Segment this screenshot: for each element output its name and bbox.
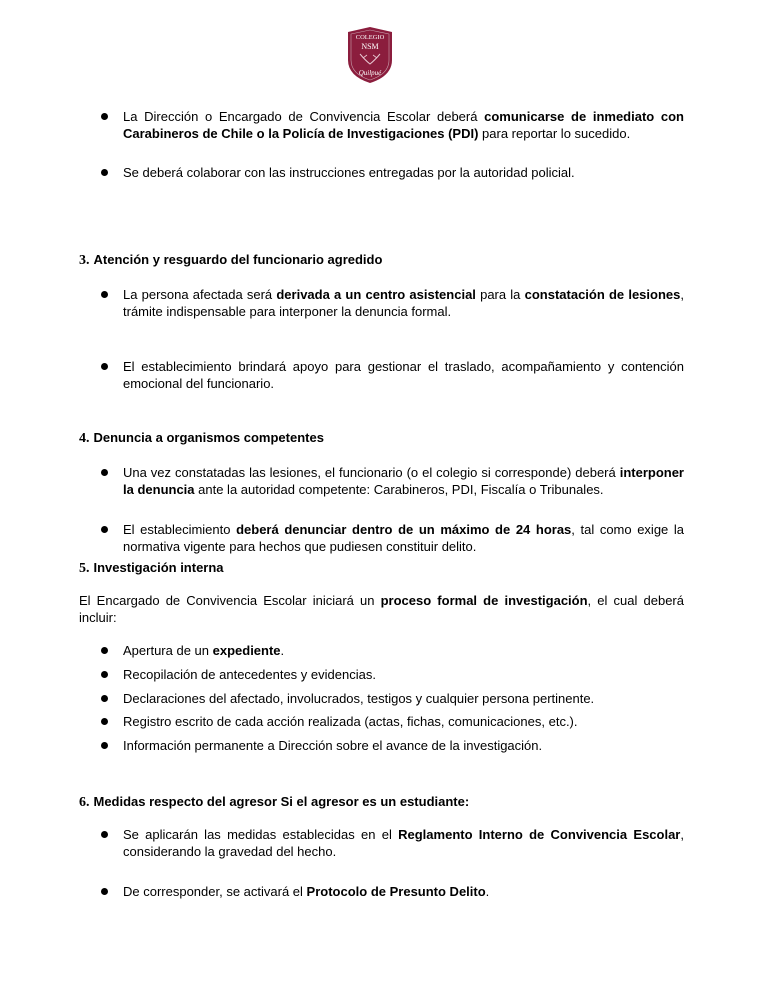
bullet-report-24h: El establecimiento deberá denunciar dentro de un máximo de 24 horas, tal como exige la normativa vigente para hechos que pudiesen constituir delito. [123,522,684,554]
section-6-heading: 6. Medidas respecto del agresor Si el agresor es un estudiante: [79,794,470,810]
list-item-evidence: Recopilación de antecedentes y evidencias. [123,666,684,683]
list-item-direction-info: Información permanente a Dirección sobre el avance de la investigación. [123,737,684,754]
bullet-crime-protocol: De corresponder, se activará el Protocolo de Presunto Delito. [123,883,684,900]
list-item-records: Registro escrito de cada acción realizada (actas, fichas, comunicaciones, etc.). [123,713,684,730]
logo-line-1: COLEGIO [355,34,385,41]
bullet-support-transfer: El establecimiento brindará apoyo para gestionar el traslado, acompañamiento y contención emocional del funcionario. [123,359,684,391]
school-logo [343,26,397,84]
bullet-file-complaint: Una vez constatadas las lesiones, el funcionario (o el colegio si corresponde) deberá interponer la denuncia ante la autoridad competente: Carabineros, PDI, Fiscalía o Tribunales. [123,465,684,497]
section-3-heading: 3. Atención y resguardo del funcionario agredido [79,252,383,268]
logo-line-3: Quilpué [358,69,382,77]
section-5-heading: 5. Investigación interna [79,560,224,576]
bullet-medical-referral: La persona afectada será derivada a un centro asistencial para la constatación de lesiones, trámite indispensable para interponer la denuncia formal. [123,287,684,319]
school-crest-icon [343,26,397,84]
bullet-contact-police: La Dirección o Encargado de Convivencia Escolar deberá comunicarse de inmediato con Carabineros de Chile o la Policía de Investigaciones (PDI) para reportar lo sucedido. [123,109,685,141]
section-4-heading: 4. Denuncia a organismos competentes [79,430,324,446]
bullet-collaborate-police: Se deberá colaborar con las instrucciones entregadas por la autoridad policial. [123,164,684,181]
list-item-statements: Declaraciones del afectado, involucrados, testigos y cualquier persona pertinente. [123,690,684,707]
list-item-expediente: Apertura de un expediente. [123,642,684,659]
logo-line-2: NSM [361,42,379,51]
section-5-intro: El Encargado de Convivencia Escolar iniciará un proceso formal de investigación, el cual deberá incluir: [79,593,684,625]
bullet-internal-regulation: Se aplicarán las medidas establecidas en el Reglamento Interno de Convivencia Escolar, considerando la gravedad del hecho. [123,827,684,859]
